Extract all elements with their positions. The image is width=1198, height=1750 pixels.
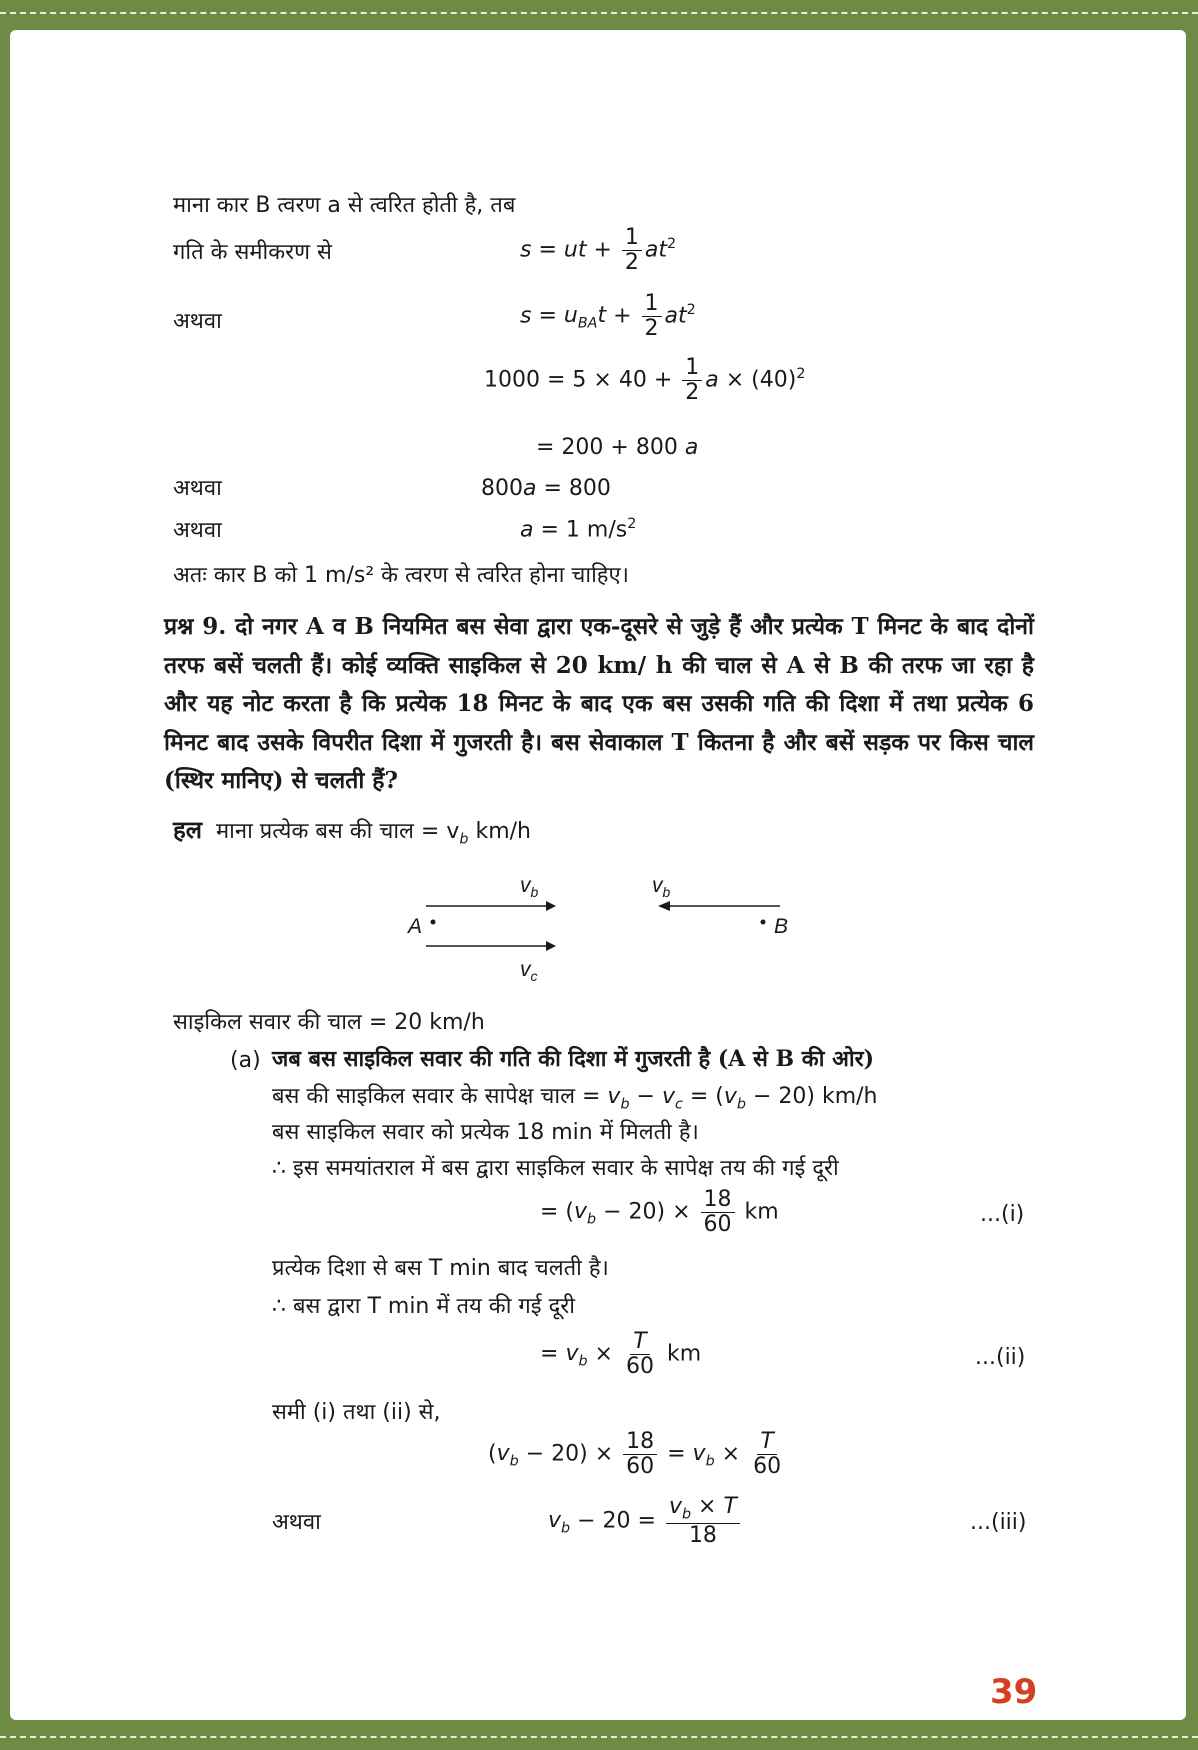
cyclist-speed-line: साइकिल सवार की चाल = 20 km/h [173,1010,485,1035]
bus-interval-line: प्रत्येक दिशा से बस T min बाद चलती है। [272,1256,609,1281]
label-vb-right: $v_b$ [652,874,671,900]
page-number: 39 [990,1672,1038,1712]
equation-ii: = $v_b$ × $\frac{T}{60}$ km [540,1329,702,1379]
cyclist-arrow [426,941,556,951]
athva-label-4: अथवा [272,1510,321,1535]
equation-6: a = 1 $m/s^2$ [520,516,637,543]
equation-ii-tag: ...(ii) [975,1345,1026,1370]
athva-label-2: अथवा [173,476,222,501]
equation-2: $s = u_{BA}t$ + $\frac{1}{2}$ $at^2$ [520,291,696,341]
bottom-border-dash [0,1736,1198,1738]
solution-intro-text: माना प्रत्येक बस की चाल = v [216,819,460,844]
equation-i-tag: ...(i) [980,1202,1025,1227]
relative-speed-line: बस की साइकिल सवार के सापेक्ष चाल = $v_b - v_c = (v_b - 20)$ km/h [272,1084,878,1113]
label-vb-left: $v_b$ [520,874,539,900]
bus-distance-line: ∴ बस द्वारा T min में तय की गई दूरी [272,1294,575,1319]
solution-label: हल [173,815,203,844]
meets-every-18-min: बस साइकिल सवार को प्रत्येक 18 min में मिलती है। [272,1120,699,1145]
equation-i: = $(v_b - 20)$ × $\frac{18}{60}$ km [540,1187,779,1237]
equation-of-motion-label: गति के समीकरण से [173,240,332,265]
bus-arrow-a-to-b [426,901,556,911]
bus-direction-diagram [400,860,800,990]
relative-speed-text: बस की साइकिल सवार के सापेक्ष चाल = [272,1084,601,1109]
point-b-dot [761,920,766,925]
part-a-label: (a) [230,1048,261,1073]
equation-1: s = ut + $\frac{1}{2}$ $at^2$ [520,225,677,275]
equation-combined: $(v_b - 20)$ × $\frac{18}{60}$ = $v_b$ × $\frac{T}{60}$ [488,1429,782,1479]
athva-label-3: अथवा [173,518,222,543]
solution-intro-unit: km/h [475,819,531,844]
point-a-dot [431,920,436,925]
part-a-heading: जब बस साइकिल सवार की गति की दिशा में गुजरती है (A से B की ओर) [272,1046,874,1072]
question-9-text: प्रश्न 9. दो नगर A व B नियमित बस सेवा द्वारा एक-दूसरे से जुड़े हैं और प्रत्येक T मिनट के बाद दोनों तरफ बसें चलती हैं। कोई व्यक्ति साइकिल से 20 km/ h की चाल से A से B की तरफ जा रहा है और यह नोट करता है कि प्रत्येक 18 मिनट के बाद एक बस उसकी गति की दिशा में तथा प्रत्येक 6 मिनट बाद उसके विपरीत दिशा में गुजरती है। बस सेवाकाल T कितना है और बसें सड़क पर किस चाल (स्थिर मानिए) से चलती हैं? [164,613,1034,794]
top-border-dash [0,12,1198,14]
solution-intro: हल माना प्रत्येक बस की चाल = $v_b$ km/h [173,815,531,848]
equation-iii-tag: ...(iii) [970,1510,1027,1535]
athva-label-1: अथवा [173,309,222,334]
relative-distance-line: ∴ इस समयांतराल में बस द्वारा साइकिल सवार के सापेक्ष तय की गई दूरी [272,1156,839,1181]
equation-4: = 200 + 800 a [536,435,699,460]
bus-arrow-b-to-a [658,901,780,911]
intro-line: माना कार B त्वरण a से त्वरित होती है, तब [173,193,516,218]
from-equations-line: समी (i) तथा (ii) से, [272,1400,441,1425]
label-point-a: A [408,915,423,938]
equation-iii: $v_b - 20$ = $\frac{v_b \times T}{18}$ [548,1495,743,1548]
label-vc: $v_c$ [520,958,538,984]
equation-5: 800a = 800 [481,476,611,501]
equation-3: 1000 = 5 × 40 + $\frac{1}{2}$ $a \times (40)^2$ [484,355,806,405]
label-point-b: B [774,915,789,938]
conclusion-line: अतः कार B को 1 m/s² के त्वरण से त्वरित होना चाहिए। [173,563,629,588]
